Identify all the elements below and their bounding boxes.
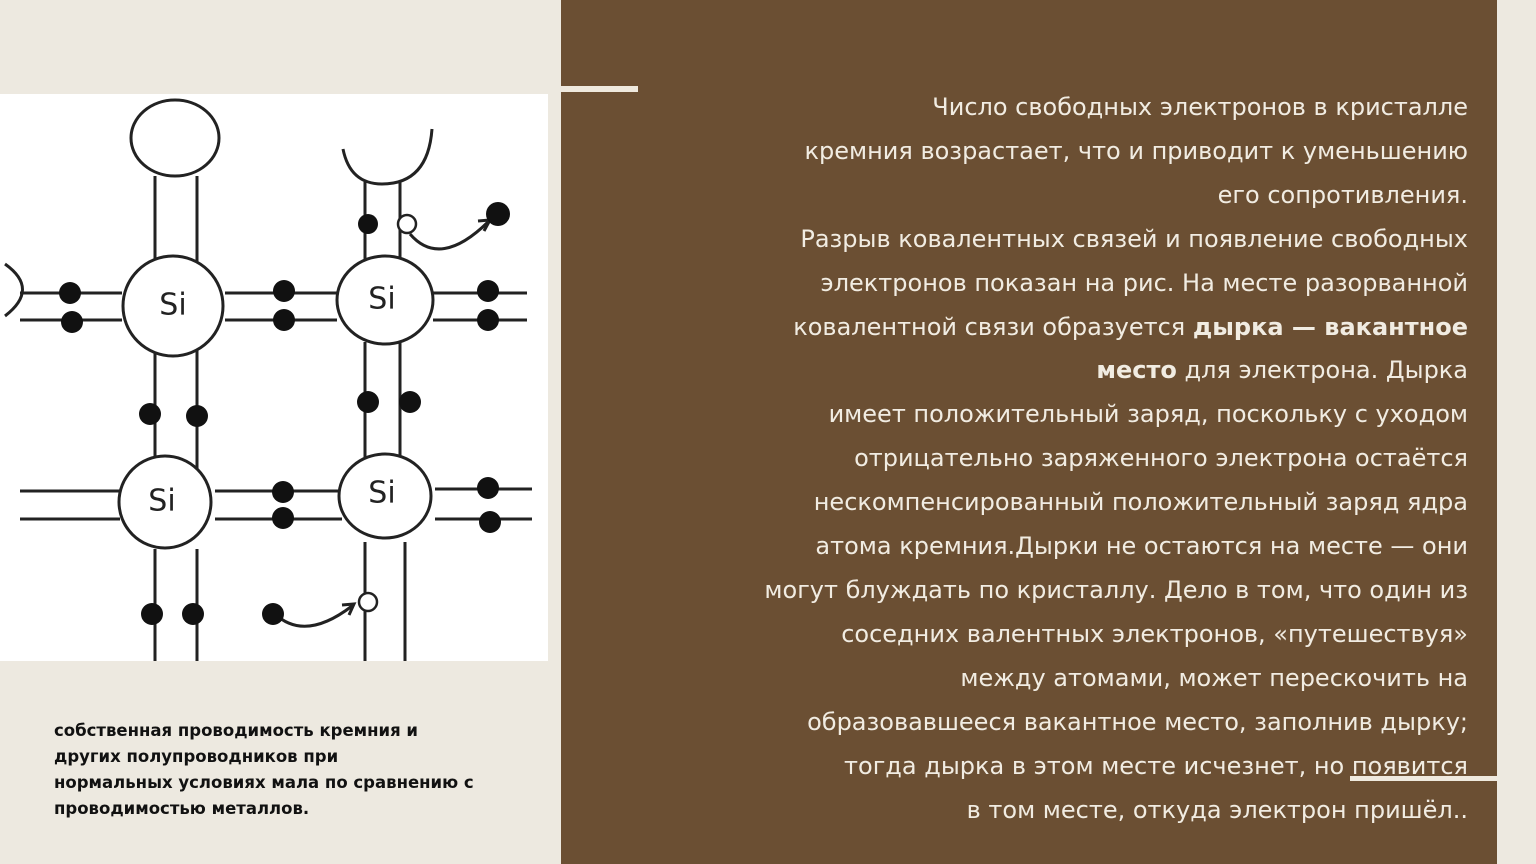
electron-dot bbox=[182, 603, 204, 625]
electron-dot bbox=[357, 391, 379, 413]
electron-path-arrow-bottom bbox=[275, 606, 352, 626]
si-atom-2 bbox=[337, 256, 433, 344]
electron-dot bbox=[61, 311, 83, 333]
si-atom-label: Si bbox=[159, 287, 187, 323]
electron-dot bbox=[262, 603, 284, 625]
electron-dot bbox=[272, 507, 294, 529]
hole-circle bbox=[359, 593, 377, 611]
text-line: в том месте, откуда электрон пришёл.. bbox=[966, 795, 1468, 824]
text-fragment: для электрона. Дырка bbox=[1176, 356, 1468, 385]
text-line: его сопротивления. bbox=[1217, 180, 1468, 209]
valence-electrons bbox=[59, 202, 510, 625]
electron-dot bbox=[59, 282, 81, 304]
electron-dot bbox=[141, 603, 163, 625]
electron-dot bbox=[477, 309, 499, 331]
caption-line: нормальных условиях мала по сравнению с bbox=[54, 773, 474, 792]
si-atom-1 bbox=[123, 256, 223, 356]
electron-dot bbox=[273, 280, 295, 302]
text-line: могут блуждать по кристаллу. Дело в том, что один из bbox=[764, 575, 1468, 604]
partial-atom-top bbox=[131, 100, 219, 176]
free-electron-dot bbox=[486, 202, 510, 226]
text-line: образовавшееся вакантное место, заполнив дырку; bbox=[807, 707, 1468, 736]
electron-dot bbox=[358, 214, 378, 234]
silicon-atoms bbox=[119, 256, 433, 548]
partial-atom-left bbox=[5, 264, 23, 316]
si-atom-label: Si bbox=[368, 281, 396, 317]
caption-line: других полупроводников при bbox=[54, 747, 339, 766]
electron-dot bbox=[477, 477, 499, 499]
electron-dot bbox=[139, 403, 161, 425]
electron-path-arrow-top bbox=[410, 222, 488, 249]
text-line: электронов показан на рис. На месте разорванной bbox=[820, 268, 1468, 297]
text-line bbox=[648, 349, 1468, 393]
si-atom-4 bbox=[339, 454, 431, 538]
text-line: кремния возрастает, что и приводит к уменьшению bbox=[804, 136, 1468, 165]
text-line bbox=[648, 306, 1468, 350]
electron-dot bbox=[477, 280, 499, 302]
text-line: Разрыв ковалентных связей и появление свободных bbox=[800, 224, 1468, 253]
text-line: атома кремния.Дырки не остаются на месте — они bbox=[815, 532, 1468, 561]
caption-line: проводимостью металлов. bbox=[54, 799, 310, 818]
decorative-line-top bbox=[561, 86, 638, 92]
si-atom-3 bbox=[119, 456, 211, 548]
silicon-lattice-diagram bbox=[0, 94, 548, 661]
partial-atom-top-right bbox=[343, 129, 432, 184]
hole-term-bold: дырка — вакантное bbox=[1192, 312, 1468, 341]
text-line: нескомпенсированный положительный заряд ядра bbox=[813, 488, 1468, 517]
bond-lines bbox=[5, 100, 532, 661]
vacancy-term-bold: место bbox=[1096, 356, 1177, 385]
si-atom-label: Si bbox=[148, 483, 176, 519]
electron-dot bbox=[479, 511, 501, 533]
electron-dot bbox=[272, 481, 294, 503]
si-atom-label: Si bbox=[368, 475, 396, 511]
text-fragment: ковалентной связи образуется bbox=[793, 312, 1193, 341]
diagram-caption bbox=[54, 718, 534, 822]
caption-line: собственная проводимость кремния и bbox=[54, 721, 418, 740]
text-line: имеет положительный заряд, поскольку с уходом bbox=[828, 400, 1468, 429]
text-line: отрицательно заряженного электрона остаётся bbox=[854, 444, 1468, 473]
electron-dot bbox=[399, 391, 421, 413]
electron-dot bbox=[186, 405, 208, 427]
electron-dot bbox=[273, 309, 295, 331]
explanation-text bbox=[648, 86, 1468, 832]
text-line: Число свободных электронов в кристалле bbox=[932, 93, 1468, 121]
text-line: тогда дырка в этом месте исчезнет, но появится bbox=[844, 751, 1468, 780]
text-line: между атомами, может перескочить на bbox=[960, 663, 1468, 692]
hole-circle bbox=[398, 215, 416, 233]
text-line: соседних валентных электронов, «путешествуя» bbox=[841, 619, 1468, 648]
